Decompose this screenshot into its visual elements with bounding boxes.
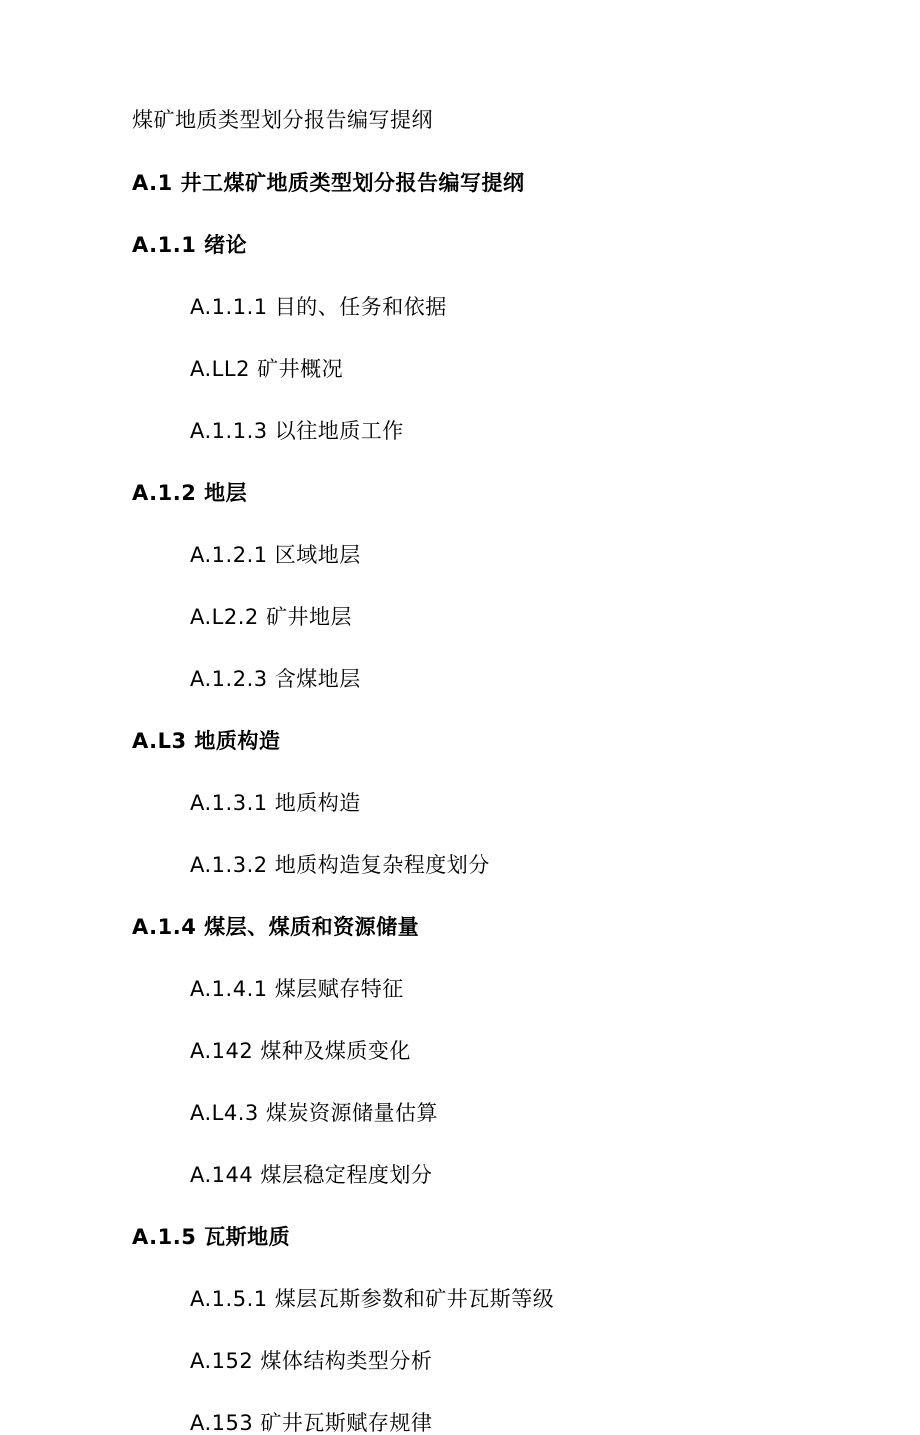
outline-item-a122: A.L2.2 矿井地层 — [190, 605, 352, 629]
outline-item-a111: A.1.1.1 目的、任务和依据 — [190, 295, 447, 319]
outline-item-a143: A.L4.3 煤炭资源储量估算 — [190, 1101, 438, 1125]
outline-item-a132: A.1.3.2 地质构造复杂程度划分 — [190, 853, 490, 877]
outline-item-a131: A.1.3.1 地质构造 — [190, 791, 361, 815]
outline-item-a152: A.152 煤体结构类型分析 — [190, 1349, 433, 1373]
outline-item-a13: A.L3 地质构造 — [132, 729, 281, 753]
outline-item-a113: A.1.1.3 以往地质工作 — [190, 419, 404, 443]
outline-item-a14: A.1.4 煤层、煤质和资源储量 — [132, 915, 420, 939]
outline-item-a153: A.153 矿井瓦斯赋存规律 — [190, 1411, 433, 1435]
outline-item-a144: A.144 煤层稳定程度划分 — [190, 1163, 433, 1187]
outline-item-a141: A.1.4.1 煤层赋存特征 — [190, 977, 404, 1001]
outline-item-a15: A.1.5 瓦斯地质 — [132, 1225, 291, 1249]
outline-item-a1: A.1 井工煤矿地质类型划分报告编写提纲 — [132, 171, 525, 195]
outline-item-a121: A.1.2.1 区域地层 — [190, 543, 361, 567]
outline-item-a12: A.1.2 地层 — [132, 481, 248, 505]
page-title: 煤矿地质类型划分报告编写提纲 — [132, 108, 433, 132]
outline-item-a112: A.LL2 矿井概况 — [190, 357, 344, 381]
outline-item-a11: A.1.1 绪论 — [132, 233, 248, 257]
outline-item-a142: A.142 煤种及煤质变化 — [190, 1039, 411, 1063]
outline-item-a123: A.1.2.3 含煤地层 — [190, 667, 361, 691]
outline-item-a151: A.1.5.1 煤层瓦斯参数和矿井瓦斯等级 — [190, 1287, 555, 1311]
